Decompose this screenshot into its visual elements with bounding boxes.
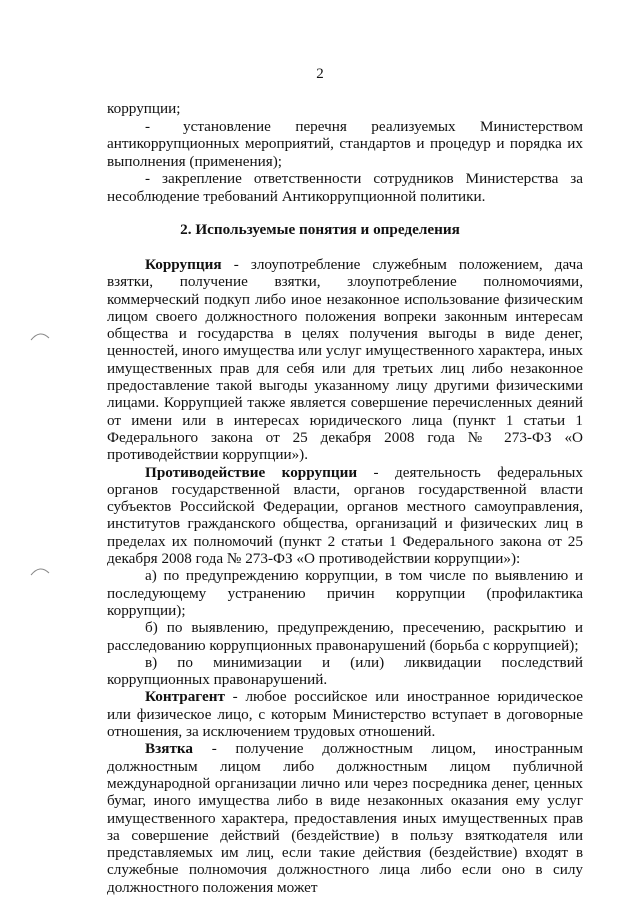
definitions-block <box>107 256 583 896</box>
intro-line: коррупции; <box>107 100 181 117</box>
definition-counterparty <box>107 688 583 740</box>
definition-text: - деятельность федеральных органов государственной власти, органов государственной власти субъектов Российской Федерации, органов местного самоуправления, институтов гражданского общества, организаций и физических лиц в пределах их полномочий (пункт 2 статьи 1 Федерального закона от 25 декабря 2008 года № 273-ФЗ «О противодействии коррупции»): <box>107 463 583 568</box>
definition-text: - любое российское или иностранное юридическое или физическое лицо, с которым Министерство вступает в договорные отношения, за исключением трудовых отношений. <box>107 688 583 741</box>
page-number: 2 <box>316 66 324 82</box>
list-item-b: б) по выявлению, предупреждению, пресечению, раскрытию и расследованию коррупционных правонарушений (борьба с коррупцией); <box>107 619 583 654</box>
definition-corruption <box>107 256 583 464</box>
dash-marker: - <box>145 117 151 135</box>
definition-text: - получение должностным лицом, иностранным должностным лицом либо должностным лицом публичной международной организации лично или через посредника денег, ценных бумаг, иного имущества либо в виде незаконных оказания ему услуг имущественного характера, предоставления иных имущественных прав за совершение действий (бездействие) в пользу взяткодателя или представляемых им лиц, если такие действия (бездействие) входят в служебные полномочия должностного лица либо если оно в силу должностного положения может <box>107 740 583 896</box>
term-bribe: Взятка <box>145 740 194 758</box>
list-item-c: в) по минимизации и (или) ликвидации последствий коррупционных правонарушений. <box>107 653 583 689</box>
list-item <box>107 118 583 171</box>
intro-block <box>107 100 583 206</box>
definition-bribe <box>107 740 583 896</box>
section-heading: 2. Используемые понятия и определения <box>180 221 460 238</box>
definition-counteraction <box>107 464 583 568</box>
term-counterparty: Контрагент <box>145 688 225 706</box>
binding-hole-mark <box>30 331 50 341</box>
list-item-a: а) по предупреждению коррупции, в том числе по выявлению и последующему устранению причин коррупции (профилактика коррупции); <box>107 567 583 619</box>
list-item-text: установление перечня реализуемых Министерством антикоррупционных мероприятий, стандартов и процедур и порядка их выполнения (применения); <box>107 117 583 170</box>
definition-text: - злоупотребление служебным положением, дача взятки, получение взятки, злоупотребление полномочиями, коммерческий подкуп либо иное незаконное использование физическим лицом своего должностного положения вопреки законным интересам общества и государства в целях получения выгоды в виде денег, ценностей, иного имущества или услуг имущественного характера, иных имущественных прав для себя или для третьих лиц либо незаконное предоставление такой выгоды указанному лицу другими физическими лицами. Коррупцией также является совершение перечисленных деяний от имени или в интересах юридического лица (пункт 1 статьи 1 Федерального закона от 25 декабря 2008 года № 273-ФЗ «О противодействии коррупции»). <box>107 256 583 464</box>
binding-hole-mark <box>30 566 50 576</box>
term-counteraction: Противодействие коррупции <box>145 463 358 481</box>
term-corruption: Коррупция <box>145 256 222 273</box>
list-item: - закрепление ответственности сотрудников Министерства за несоблюдение требований Антикоррупционной политики. <box>107 170 583 205</box>
